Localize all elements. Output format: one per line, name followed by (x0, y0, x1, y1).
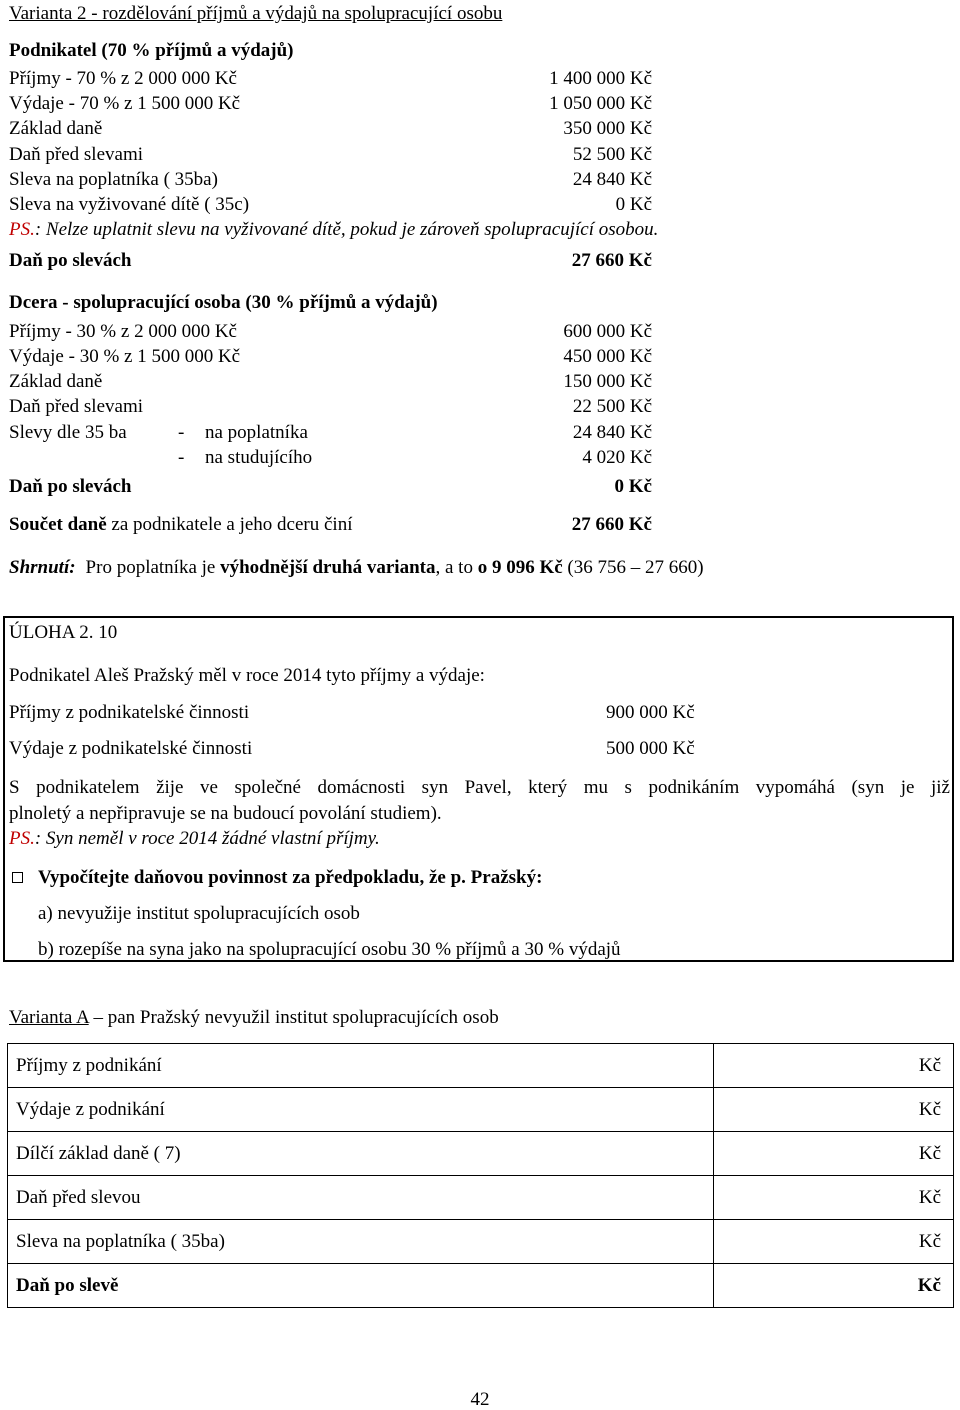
row-value: 1 400 000 Kč (549, 68, 652, 89)
sum-line (9, 515, 353, 534)
row-label: Daň před slevami (9, 144, 144, 165)
task-paragraph-line: plnoletý a nepřipravuje se na budoucí povolání studiem). (9, 803, 442, 824)
variant-a-label: Varianta A (9, 1007, 89, 1028)
ps-note (9, 220, 658, 239)
task-title: ÚLOHA 2. 10 (9, 622, 118, 643)
task-intro: Podnikatel Aleš Pražský měl v roce 2014 tyto příjmy a výdaje: (9, 665, 485, 686)
row-value: 24 840 Kč (572, 169, 652, 190)
discount-value: 24 840 Kč (572, 422, 652, 443)
summary-highlight: výhodnější druhá varianta (220, 557, 436, 578)
discount-value: 4 020 Kč (582, 447, 652, 468)
row-label: Sleva na vyživované dítě ( 35c) (9, 194, 250, 215)
ps-text: : Syn neměl v roce 2014 žádné vlastní příjmy. (34, 828, 380, 849)
discounts-label: Slevy dle 35 ba (9, 422, 127, 443)
summary-text: Pro poplatníka je (85, 557, 221, 578)
sum-value: 27 660 Kč (571, 514, 652, 535)
sum-rest: za podnikatele a jeho dceru činí (106, 514, 353, 535)
discount-label: na poplatníka (205, 422, 308, 443)
daughter-tax-after-label: Daň po slevách (9, 476, 132, 497)
discount-label: na studujícího (205, 447, 313, 468)
row-label: Základ daně (9, 371, 103, 392)
variant2-heading: Varianta 2 - rozdělování příjmů a výdajů na spolupracující osobu (9, 3, 503, 24)
ps-text: : Nelze uplatnit slevu na vyživované dítě, pokud je zároveň spolupracující osobou. (34, 219, 659, 240)
row-label: Výdaje - 70 % z 1 500 000 Kč (9, 93, 241, 114)
task-paragraph-line: S podnikatelem žije ve společné domácnosti syn Pavel, který mu s podnikáním vypomáhá (syn je již (9, 777, 950, 798)
task-row-label: Příjmy z podnikatelské činnosti (9, 702, 250, 723)
summary-text: , a to (435, 557, 478, 578)
daughter-title: Dcera - spolupracující osoba (30 % příjmů a výdajů) (9, 292, 438, 313)
task-row-label: Výdaje z podnikatelské činnosti (9, 738, 253, 759)
task-option-a: a) nevyužije institut spolupracujících osob (38, 903, 360, 924)
cell-value[interactable]: Kč (714, 1088, 954, 1132)
row-value: 1 050 000 Kč (549, 93, 652, 114)
sum-bold: Součet daně (9, 514, 107, 535)
summary-label: Shrnutí: (9, 557, 76, 578)
cell-label: Příjmy z podnikání (8, 1044, 714, 1088)
task-row-value: 500 000 Kč (606, 738, 695, 759)
tax-after-label: Daň po slevách (9, 250, 132, 271)
cell-label: Výdaje z podnikání (8, 1088, 714, 1132)
entrepreneur-title: Podnikatel (70 % příjmů a výdajů) (9, 40, 294, 61)
summary-difference: o 9 096 Kč (477, 557, 563, 578)
row-value: 22 500 Kč (572, 396, 652, 417)
cell-value[interactable]: Kč (714, 1176, 954, 1220)
daughter-tax-after-value: 0 Kč (614, 476, 652, 497)
summary-text: (36 756 – 27 660) (562, 557, 704, 578)
row-value: 350 000 Kč (563, 118, 652, 139)
table-row (8, 1264, 954, 1308)
row-label: Sleva na poplatníka ( 35ba) (9, 169, 218, 190)
checkbox-bullet-icon (12, 872, 23, 883)
row-label: Daň před slevami (9, 396, 144, 417)
variant-a-rest: – pan Pražský nevyužil institut spolupracujících osob (88, 1007, 499, 1028)
row-value: 450 000 Kč (563, 346, 652, 367)
tax-after-value: 27 660 Kč (571, 250, 652, 271)
summary-line (9, 558, 704, 577)
task-ps-note (9, 829, 380, 848)
cell-label: Daň po slevě (8, 1264, 714, 1308)
variant-a-heading (9, 1008, 499, 1027)
ps-prefix: PS. (9, 219, 35, 240)
cell-value[interactable]: Kč (714, 1132, 954, 1176)
ps-prefix: PS. (9, 828, 35, 849)
cell-label: Sleva na poplatníka ( 35ba) (8, 1220, 714, 1264)
table-row (8, 1132, 954, 1176)
discount-dash: - (178, 422, 185, 443)
cell-value[interactable]: Kč (714, 1264, 954, 1308)
page-number: 42 (470, 1389, 490, 1410)
cell-label: Dílčí základ daně ( 7) (8, 1132, 714, 1176)
table-row (8, 1044, 954, 1088)
task-row-value: 900 000 Kč (606, 702, 695, 723)
row-label: Výdaje - 30 % z 1 500 000 Kč (9, 346, 241, 367)
row-label: Příjmy - 30 % z 2 000 000 Kč (9, 321, 237, 342)
task-question: Vypočítejte daňovou povinnost za předpokladu, že p. Pražský: (38, 867, 543, 888)
row-label: Základ daně (9, 118, 103, 139)
cell-label: Daň před slevou (8, 1176, 714, 1220)
row-value: 52 500 Kč (572, 144, 652, 165)
row-value: 150 000 Kč (563, 371, 652, 392)
table-row (8, 1220, 954, 1264)
row-value: 0 Kč (615, 194, 652, 215)
cell-value[interactable]: Kč (714, 1220, 954, 1264)
task-option-b: b) rozepíše na syna jako na spolupracující osobu 30 % příjmů a 30 % výdajů (38, 939, 621, 960)
calc-table (7, 1043, 954, 1308)
discount-dash: - (178, 447, 185, 468)
table-row (8, 1088, 954, 1132)
row-label: Příjmy - 70 % z 2 000 000 Kč (9, 68, 237, 89)
cell-value[interactable]: Kč (714, 1044, 954, 1088)
row-value: 600 000 Kč (563, 321, 652, 342)
table-row (8, 1176, 954, 1220)
